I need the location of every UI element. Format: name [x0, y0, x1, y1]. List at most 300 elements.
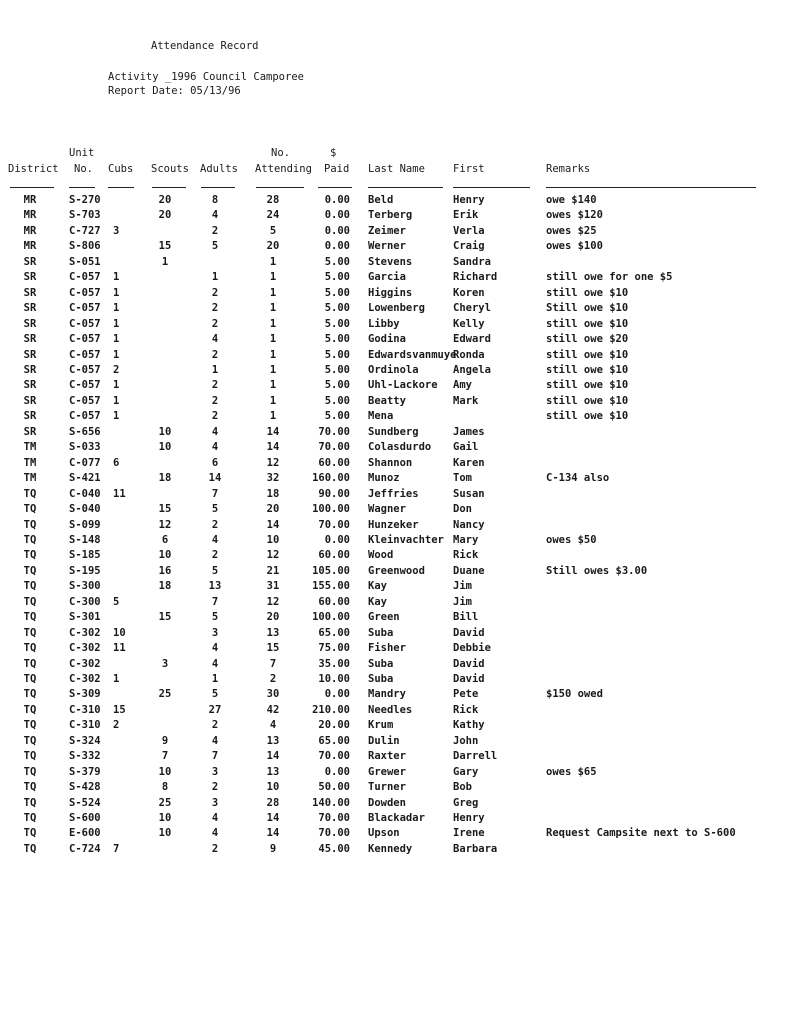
- cell-attending: 1: [269, 333, 277, 345]
- cell-remarks: owes $25: [546, 224, 597, 237]
- cell-paid: 60.00: [318, 456, 350, 469]
- cell-attending: 1: [269, 271, 277, 284]
- table-row: [0, 348, 791, 363]
- cell-paid: 5.00: [324, 255, 350, 268]
- table-row: [0, 208, 791, 223]
- cell-first-name: Jim: [453, 595, 472, 608]
- cell-unit-no: C-302: [69, 657, 101, 670]
- cell-first-name: David: [453, 626, 485, 639]
- cell-remarks: Still owes $3.00: [546, 564, 648, 577]
- cell-unit-no: C-724: [69, 842, 101, 855]
- cell-last-name: Jeffries: [368, 487, 419, 500]
- table-row: [0, 425, 791, 440]
- cell-adults: 2: [211, 379, 219, 392]
- cell-district: SR: [23, 410, 37, 423]
- cell-scouts: 15: [158, 240, 172, 253]
- cell-attending: 32: [266, 472, 280, 485]
- cell-adults: 4: [211, 425, 219, 438]
- table-row: [0, 842, 791, 857]
- cell-cubs: 15: [113, 703, 126, 716]
- cell-last-name: Lowenberg: [368, 302, 425, 315]
- cell-adults: 4: [211, 657, 219, 670]
- cell-paid: 35.00: [318, 657, 350, 670]
- cell-first-name: Pete: [453, 688, 479, 701]
- cell-last-name: Suba: [368, 657, 394, 670]
- cell-unit-no: S-806: [69, 240, 101, 253]
- cell-unit-no: C-302: [69, 642, 101, 654]
- cell-first-name: Gail: [453, 441, 479, 454]
- cell-last-name: Beatty: [368, 394, 406, 407]
- cell-attending: 13: [266, 734, 280, 747]
- cell-attending: 20: [266, 240, 280, 253]
- cell-adults: 4: [211, 827, 219, 840]
- cell-cubs: 1: [113, 379, 120, 392]
- cell-unit-no: C-300: [69, 595, 101, 608]
- cell-last-name: Hunzeker: [368, 518, 419, 531]
- cell-adults: 2: [211, 719, 219, 732]
- cell-district: TQ: [23, 595, 37, 608]
- cell-attending: 28: [266, 194, 280, 206]
- header-unit-top: Unit: [69, 147, 95, 159]
- cell-paid: 155.00: [312, 580, 350, 593]
- cell-adults: 27: [208, 703, 222, 716]
- cell-unit-no: C-057: [69, 348, 101, 361]
- cell-attending: 7: [269, 657, 277, 670]
- cell-attending: 1: [269, 255, 277, 268]
- table-row: [0, 409, 791, 424]
- cell-adults: 1: [211, 271, 219, 284]
- cell-paid: 100.00: [312, 503, 350, 515]
- cell-cubs: 1: [113, 333, 120, 345]
- cell-unit-no: C-040: [69, 487, 101, 500]
- cell-remarks: still owe $10: [546, 286, 629, 299]
- cell-unit-no: S-428: [69, 781, 101, 794]
- cell-first-name: Henry: [453, 194, 485, 206]
- cell-paid: 0.00: [324, 240, 350, 253]
- cell-remarks: still owe $10: [546, 363, 629, 376]
- cell-district: TQ: [23, 611, 37, 624]
- underline-first: [453, 187, 530, 188]
- header-remarks: Remarks: [546, 163, 591, 175]
- cell-first-name: Bob: [453, 781, 472, 794]
- table-row: [0, 564, 791, 579]
- underline-remarks: [546, 187, 756, 188]
- cell-last-name: Fisher: [368, 642, 406, 654]
- table-row: [0, 193, 791, 208]
- cell-attending: 14: [266, 441, 280, 454]
- cell-attending: 10: [266, 781, 280, 794]
- table-row: [0, 518, 791, 533]
- cell-paid: 70.00: [318, 750, 350, 763]
- table-row: [0, 826, 791, 841]
- cell-unit-no: C-310: [69, 719, 101, 732]
- cell-unit-no: C-057: [69, 410, 101, 423]
- cell-district: TQ: [23, 842, 37, 855]
- cell-district: SR: [23, 255, 37, 268]
- cell-first-name: Karen: [453, 456, 485, 469]
- cell-last-name: Needles: [368, 703, 413, 716]
- header-last-name: Last Name: [368, 163, 425, 175]
- cell-paid: 75.00: [318, 642, 350, 654]
- cell-unit-no: S-703: [69, 209, 101, 222]
- cell-district: TQ: [23, 673, 37, 685]
- cell-cubs: 2: [113, 363, 120, 376]
- cell-unit-no: S-656: [69, 425, 101, 438]
- cell-first-name: Erik: [453, 209, 479, 222]
- cell-scouts: 10: [158, 549, 172, 562]
- cell-paid: 5.00: [324, 317, 350, 330]
- cell-unit-no: C-302: [69, 673, 101, 685]
- cell-unit-no: S-309: [69, 688, 101, 701]
- cell-scouts: 20: [158, 209, 172, 222]
- cell-attending: 30: [266, 688, 280, 701]
- underline-district: [10, 187, 54, 188]
- cell-attending: 12: [266, 549, 280, 562]
- cell-adults: 8: [211, 194, 219, 206]
- activity-line: Activity _1996 Council Camporee: [108, 71, 304, 83]
- table-row: [0, 579, 791, 594]
- cell-scouts: 10: [158, 765, 172, 778]
- cell-adults: 4: [211, 734, 219, 747]
- cell-adults: 6: [211, 456, 219, 469]
- cell-paid: 60.00: [318, 595, 350, 608]
- cell-paid: 0.00: [324, 765, 350, 778]
- header-paid-top: $: [330, 147, 337, 159]
- cell-paid: 90.00: [318, 487, 350, 500]
- cell-unit-no: S-033: [69, 441, 101, 454]
- cell-attending: 14: [266, 812, 280, 824]
- cell-unit-no: C-727: [69, 224, 101, 237]
- cell-first-name: Kathy: [453, 719, 485, 732]
- cell-first-name: Nancy: [453, 518, 485, 531]
- cell-attending: 1: [269, 348, 277, 361]
- cell-last-name: Beld: [368, 194, 394, 206]
- report-date-line: Report Date: 05/13/96: [108, 85, 241, 97]
- header-scouts: Scouts: [151, 163, 189, 175]
- cell-attending: 5: [269, 224, 277, 237]
- cell-attending: 20: [266, 611, 280, 624]
- cell-attending: 2: [269, 673, 277, 685]
- cell-unit-no: S-524: [69, 796, 101, 809]
- cell-district: TQ: [23, 781, 37, 794]
- cell-paid: 70.00: [318, 812, 350, 824]
- cell-paid: 5.00: [324, 394, 350, 407]
- cell-last-name: Mandry: [368, 688, 406, 701]
- cell-last-name: Turner: [368, 781, 406, 794]
- cell-unit-no: S-195: [69, 564, 101, 577]
- table-row: [0, 394, 791, 409]
- cell-first-name: Darrell: [453, 750, 498, 763]
- cell-first-name: Mark: [453, 394, 479, 407]
- cell-adults: 7: [211, 487, 219, 500]
- cell-paid: 50.00: [318, 781, 350, 794]
- table-row: [0, 657, 791, 672]
- cell-first-name: Sandra: [453, 255, 491, 268]
- table-row: [0, 255, 791, 270]
- cell-adults: 1: [211, 363, 219, 376]
- cell-adults: 13: [208, 580, 222, 593]
- cell-attending: 4: [269, 719, 277, 732]
- cell-attending: 14: [266, 750, 280, 763]
- table-row: [0, 332, 791, 347]
- cell-cubs: 7: [113, 842, 120, 855]
- cell-unit-no: C-057: [69, 394, 101, 407]
- cell-district: TQ: [23, 533, 37, 546]
- cell-remarks: owes $65: [546, 765, 597, 778]
- cell-paid: 70.00: [318, 518, 350, 531]
- cell-district: MR: [23, 194, 37, 206]
- cell-district: TQ: [23, 719, 37, 732]
- cell-unit-no: C-057: [69, 379, 101, 392]
- cell-district: SR: [23, 317, 37, 330]
- cell-last-name: Krum: [368, 719, 394, 732]
- cell-paid: 160.00: [312, 472, 350, 485]
- cell-paid: 140.00: [312, 796, 350, 809]
- cell-last-name: Munoz: [368, 472, 400, 485]
- table-row: [0, 224, 791, 239]
- cell-paid: 5.00: [324, 363, 350, 376]
- table-row: [0, 749, 791, 764]
- cell-scouts: 3: [161, 657, 169, 670]
- cell-paid: 210.00: [312, 703, 350, 716]
- cell-last-name: Garcia: [368, 271, 406, 284]
- cell-cubs: 1: [113, 410, 120, 423]
- cell-first-name: Edward: [453, 333, 491, 345]
- cell-last-name: Kleinvachter: [368, 533, 444, 546]
- table-row: [0, 595, 791, 610]
- cell-scouts: 10: [158, 812, 172, 824]
- underline-adults: [201, 187, 235, 188]
- cell-district: TQ: [23, 487, 37, 500]
- cell-unit-no: S-332: [69, 750, 101, 763]
- cell-attending: 28: [266, 796, 280, 809]
- table-row: [0, 286, 791, 301]
- table-row: [0, 780, 791, 795]
- cell-scouts: 18: [158, 472, 172, 485]
- cell-cubs: 1: [113, 271, 120, 284]
- cell-first-name: John: [453, 734, 479, 747]
- cell-attending: 21: [266, 564, 280, 577]
- cell-district: TQ: [23, 703, 37, 716]
- cell-attending: 10: [266, 533, 280, 546]
- cell-attending: 1: [269, 410, 277, 423]
- cell-scouts: 15: [158, 503, 172, 515]
- cell-unit-no: S-324: [69, 734, 101, 747]
- cell-district: TQ: [23, 626, 37, 639]
- cell-adults: 2: [211, 394, 219, 407]
- cell-first-name: Angela: [453, 363, 491, 376]
- cell-adults: 2: [211, 302, 219, 315]
- cell-scouts: 10: [158, 827, 172, 840]
- cell-adults: 2: [211, 518, 219, 531]
- underline-paid: [318, 187, 352, 188]
- cell-last-name: Colasdurdo: [368, 441, 432, 454]
- table-row: [0, 533, 791, 548]
- cell-cubs: 11: [113, 642, 126, 654]
- cell-district: SR: [23, 286, 37, 299]
- table-row: [0, 796, 791, 811]
- cell-first-name: Barbara: [453, 842, 498, 855]
- cell-remarks: C-134 also: [546, 472, 610, 485]
- cell-last-name: Kennedy: [368, 842, 413, 855]
- cell-district: TQ: [23, 688, 37, 701]
- cell-attending: 9: [269, 842, 277, 855]
- cell-paid: 10.00: [318, 673, 350, 685]
- cell-cubs: 6: [113, 456, 120, 469]
- cell-paid: 0.00: [324, 533, 350, 546]
- cell-adults: 2: [211, 224, 219, 237]
- header-cubs: Cubs: [108, 163, 134, 175]
- cell-unit-no: C-057: [69, 317, 101, 330]
- cell-last-name: Terberg: [368, 209, 413, 222]
- cell-attending: 1: [269, 302, 277, 315]
- cell-adults: 5: [211, 611, 219, 624]
- cell-scouts: 8: [161, 781, 169, 794]
- cell-district: TQ: [23, 642, 37, 654]
- cell-adults: 5: [211, 240, 219, 253]
- cell-remarks: owes $100: [546, 240, 603, 253]
- cell-district: TQ: [23, 503, 37, 515]
- cell-first-name: Irene: [453, 827, 485, 840]
- cell-attending: 1: [269, 363, 277, 376]
- cell-attending: 24: [266, 209, 280, 222]
- cell-first-name: Greg: [453, 796, 479, 809]
- cell-scouts: 20: [158, 194, 172, 206]
- cell-attending: 18: [266, 487, 280, 500]
- cell-district: SR: [23, 348, 37, 361]
- cell-attending: 20: [266, 503, 280, 515]
- cell-scouts: 6: [161, 533, 169, 546]
- cell-district: SR: [23, 379, 37, 392]
- cell-remarks: owes $50: [546, 533, 597, 546]
- cell-remarks: still owe for one $5: [546, 271, 673, 284]
- cell-first-name: Cheryl: [453, 302, 491, 315]
- cell-last-name: Kay: [368, 580, 387, 593]
- cell-first-name: Susan: [453, 487, 485, 500]
- table-row: [0, 378, 791, 393]
- cell-first-name: Kelly: [453, 317, 485, 330]
- table-row: [0, 734, 791, 749]
- cell-last-name: Higgins: [368, 286, 413, 299]
- cell-district: TM: [23, 472, 37, 485]
- cell-district: MR: [23, 209, 37, 222]
- cell-paid: 0.00: [324, 209, 350, 222]
- cell-adults: 4: [211, 333, 219, 345]
- table-row: [0, 610, 791, 625]
- cell-remarks: Still owe $10: [546, 302, 629, 315]
- table-row: [0, 703, 791, 718]
- header-first: First: [453, 163, 485, 175]
- cell-district: SR: [23, 394, 37, 407]
- cell-paid: 5.00: [324, 302, 350, 315]
- cell-first-name: Don: [453, 503, 472, 515]
- table-row: [0, 811, 791, 826]
- cell-last-name: Shannon: [368, 456, 413, 469]
- cell-paid: 70.00: [318, 425, 350, 438]
- table-row: [0, 456, 791, 471]
- cell-district: TQ: [23, 750, 37, 763]
- cell-cubs: 1: [113, 394, 120, 407]
- cell-attending: 1: [269, 394, 277, 407]
- cell-unit-no: C-057: [69, 286, 101, 299]
- cell-paid: 5.00: [324, 271, 350, 284]
- cell-attending: 14: [266, 518, 280, 531]
- table-row: [0, 239, 791, 254]
- cell-last-name: Libby: [368, 317, 400, 330]
- cell-remarks: still owe $10: [546, 348, 629, 361]
- cell-cubs: 5: [113, 595, 120, 608]
- cell-last-name: Blackadar: [368, 812, 425, 824]
- cell-district: TQ: [23, 657, 37, 670]
- cell-attending: 1: [269, 317, 277, 330]
- table-row: [0, 548, 791, 563]
- table-row: [0, 270, 791, 285]
- cell-district: TQ: [23, 796, 37, 809]
- cell-last-name: Sundberg: [368, 425, 419, 438]
- cell-first-name: Mary: [453, 533, 479, 546]
- cell-district: TQ: [23, 734, 37, 747]
- cell-last-name: Dulin: [368, 734, 400, 747]
- cell-cubs: 1: [113, 286, 120, 299]
- cell-unit-no: C-057: [69, 333, 101, 345]
- cell-district: SR: [23, 425, 37, 438]
- cell-district: TM: [23, 441, 37, 454]
- cell-scouts: 15: [158, 611, 172, 624]
- cell-scouts: 10: [158, 425, 172, 438]
- cell-first-name: Rick: [453, 703, 479, 716]
- cell-unit-no: C-057: [69, 363, 101, 376]
- cell-last-name: Suba: [368, 626, 394, 639]
- table-row: [0, 301, 791, 316]
- cell-scouts: 16: [158, 564, 172, 577]
- cell-adults: 2: [211, 286, 219, 299]
- cell-paid: 0.00: [324, 194, 350, 206]
- table-row: [0, 487, 791, 502]
- cell-unit-no: S-099: [69, 518, 101, 531]
- cell-attending: 12: [266, 595, 280, 608]
- cell-remarks: Request Campsite next to S-600: [546, 827, 736, 840]
- cell-unit-no: S-148: [69, 533, 101, 546]
- cell-unit-no: C-302: [69, 626, 101, 639]
- cell-first-name: Craig: [453, 240, 485, 253]
- cell-cubs: 1: [113, 317, 120, 330]
- cell-first-name: Duane: [453, 564, 485, 577]
- cell-paid: 70.00: [318, 441, 350, 454]
- cell-adults: 4: [211, 209, 219, 222]
- cell-paid: 5.00: [324, 348, 350, 361]
- cell-last-name: Godina: [368, 333, 406, 345]
- cell-paid: 100.00: [312, 611, 350, 624]
- cell-scouts: 1: [161, 255, 169, 268]
- underline-scouts: [152, 187, 186, 188]
- cell-last-name: Wood: [368, 549, 394, 562]
- cell-last-name: Dowden: [368, 796, 406, 809]
- cell-remarks: $150 owed: [546, 688, 603, 701]
- cell-adults: 7: [211, 595, 219, 608]
- cell-attending: 14: [266, 827, 280, 840]
- table-row: [0, 440, 791, 455]
- cell-attending: 14: [266, 425, 280, 438]
- cell-paid: 70.00: [318, 827, 350, 840]
- cell-district: TM: [23, 456, 37, 469]
- table-row: [0, 502, 791, 517]
- cell-district: MR: [23, 224, 37, 237]
- cell-last-name: Zeimer: [368, 224, 406, 237]
- cell-remarks: still owe $10: [546, 410, 629, 423]
- cell-cubs: 10: [113, 626, 126, 639]
- cell-adults: 4: [211, 812, 219, 824]
- cell-paid: 5.00: [324, 333, 350, 345]
